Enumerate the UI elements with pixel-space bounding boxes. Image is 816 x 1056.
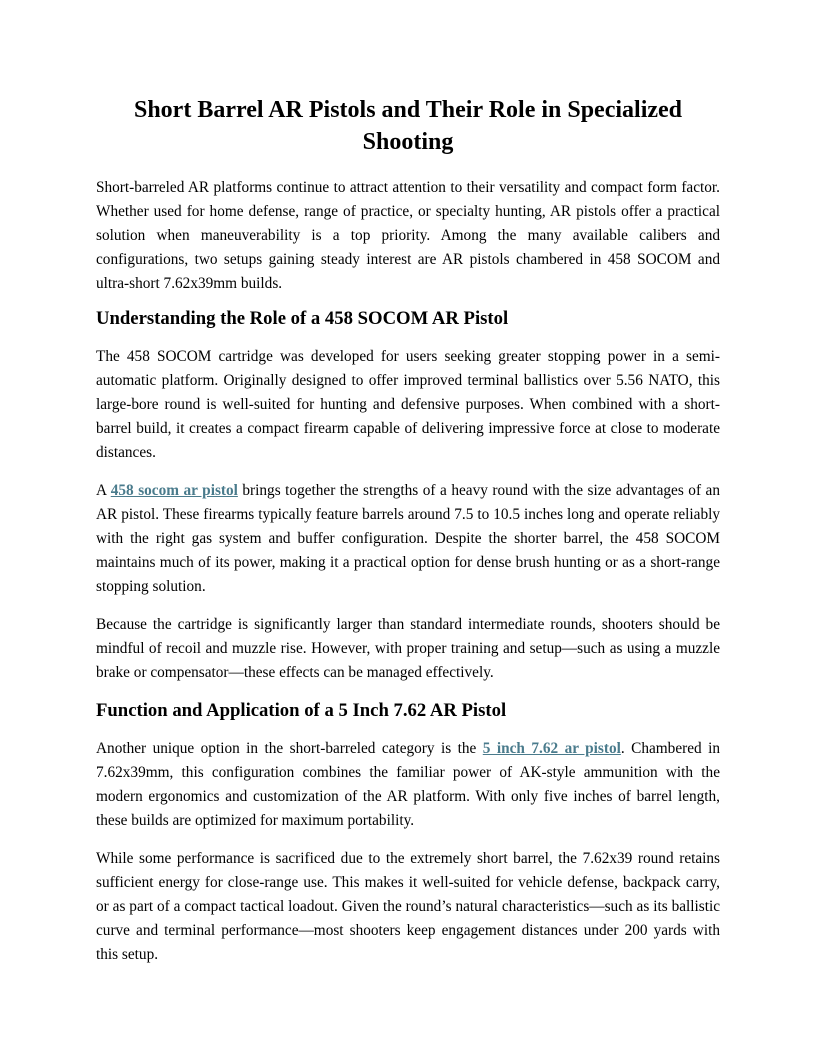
text-segment: . Chambered in 7.62x39mm, this configuration combines the familiar power of AK-style ammunition with the modern ergonomics and customization of the AR platform. With only five inches of barrel length, these builds are optimized for maximum portability. [96,740,720,829]
section-heading-5-inch-762: Function and Application of a 5 Inch 7.62 AR Pistol [96,700,507,721]
paragraph-458-socom-recoil: Because the cartridge is significantly larger than standard intermediate rounds, shooters should be mindful of recoil and muzzle rise. However, with proper training and setup—such as using a muzzle brake or compensator—these effects can be managed effectively. [96,616,720,681]
section-heading-458-socom: Understanding the Role of a 458 SOCOM AR Pistol [96,308,509,329]
document-title: Short Barrel AR Pistols and Their Role in Specialized Shooting [133,97,683,155]
text-segment: Another unique option in the short-barreled category is the [96,740,483,757]
link-458-socom-ar-pistol[interactable]: 458 socom ar pistol [110,482,238,499]
text-segment: A [96,482,111,499]
paragraph-458-socom-overview: The 458 SOCOM cartridge was developed for users seeking greater stopping power in a semi-automatic platform. Originally designed to offer improved terminal ballistics over 5.56 NATO, this large-bore round is well-suited for hunting and defensive purposes. When combined with a short-barrel build, it creates a compact firearm capable of delivering impressive force at close to moderate distances. [96,348,720,461]
document-page [96,94,720,981]
intro-paragraph: Short-barreled AR platforms continue to attract attention to their versatility and compact form factor. Whether used for home defense, range of practice, or specialty hunting, AR pistols offer a practical solution when maneuverability is a top priority. Among the many available calibers and configurations, two setups gaining steady interest are AR pistols chambered in 458 SOCOM and ultra-short 7.62x39mm builds. [96,179,720,292]
link-5-inch-762-ar-pistol[interactable]: 5 inch 7.62 ar pistol [482,740,621,757]
text-segment: brings together the strengths of a heavy round with the size advantages of an AR pistol. These firearms typically feature barrels around 7.5 to 10.5 inches long and operate reliably with the right gas system and buffer configuration. Despite the shorter barrel, the 458 SOCOM maintains much of its power, making it a practical option for dense brush hunting or as a short-range stopping solution. [96,482,720,595]
paragraph-5-inch-762-performance: While some performance is sacrificed due to the extremely short barrel, the 7.62x39 round retains sufficient energy for close-range use. This makes it well-suited for vehicle defense, backpack carry, or as part of a compact tactical loadout. Given the round’s natural characteristics—such as its ballistic curve and terminal performance—most shooters keep engagement distances under 200 yards with this setup. [96,850,720,963]
paragraph-458-socom-pistol [96,479,720,599]
paragraph-5-inch-762-intro [96,737,720,833]
